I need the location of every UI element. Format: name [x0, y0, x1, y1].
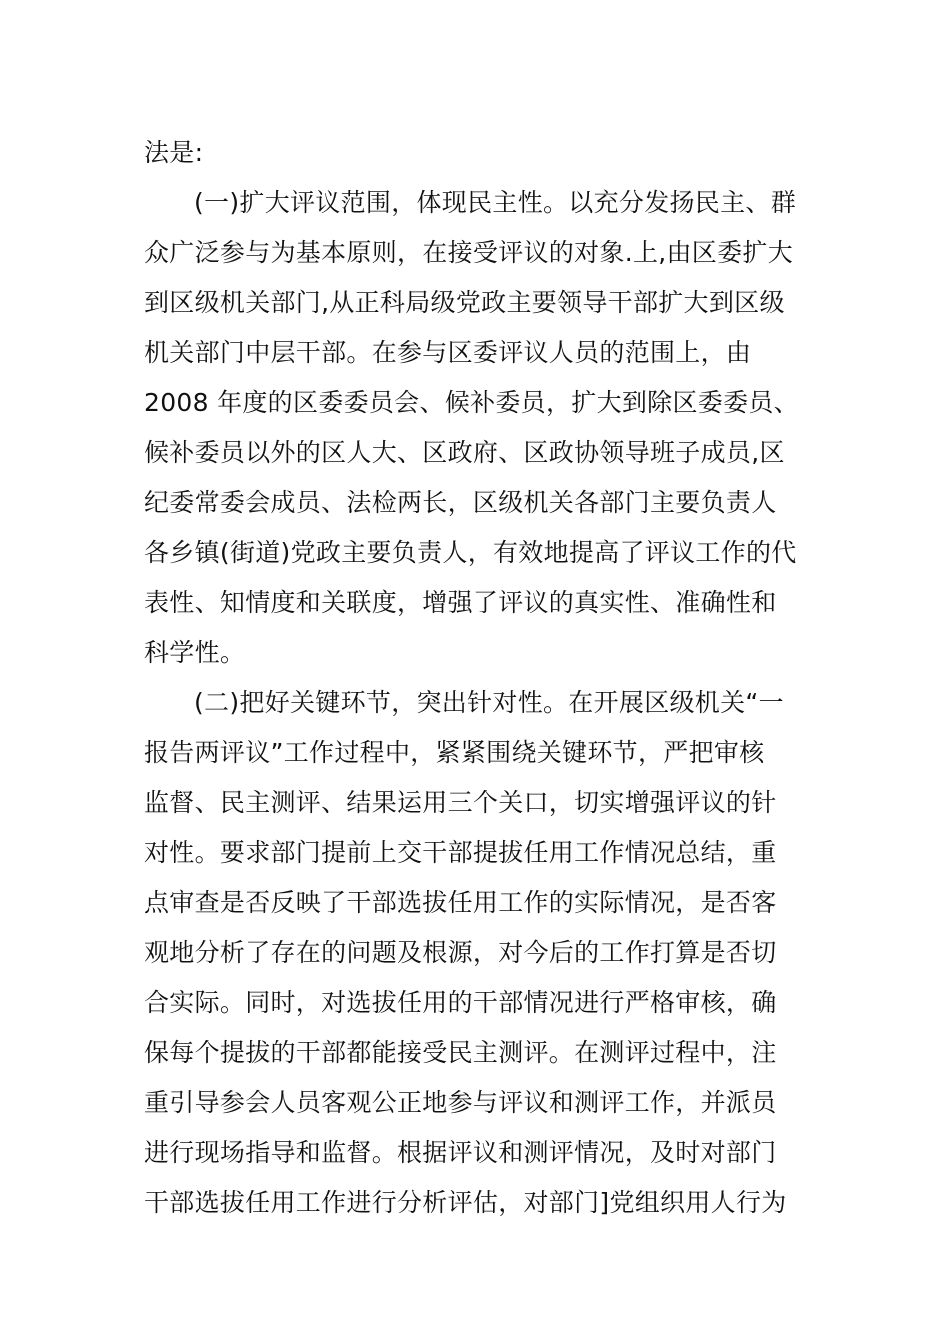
text-line: 监督、民主测评、结果运用三个关口，切实增强评议的针	[144, 788, 777, 817]
text-line: 报告两评议”工作过程中，紧紧围绕关键环节，严把审核	[144, 738, 765, 767]
text-line: 众广泛参与为基本原则，在接受评议的对象.上,由区委扩大	[144, 238, 793, 267]
text-line: 对性。要求部门提前上交干部提拔任用工作情况总结，重	[144, 838, 777, 867]
text-line: (二)把好关键环节，突出针对性。在开展区级机关“一	[194, 688, 784, 717]
text-line: 机关部门中层干部。在参与区委评议人员的范围上，由	[144, 338, 752, 367]
text-line: 进行现场指导和监督。根据评议和测评情况，及时对部门	[144, 1138, 777, 1167]
text-line: 合实际。同时，对选拔任用的干部情况进行严格审核，确	[144, 988, 777, 1017]
text-line: 法是:	[144, 138, 204, 167]
text-line: 点审查是否反映了干部选拔任用工作的实际情况，是否客	[144, 888, 777, 917]
body-text	[144, 128, 814, 1228]
text-line: (一)扩大评议范围，体现民主性。以充分发扬民主、群	[194, 188, 797, 217]
text-line: 重引导参会人员客观公正地参与评议和测评工作，并派员	[144, 1088, 777, 1117]
text-line: 保每个提拔的干部都能接受民主测评。在测评过程中，注	[144, 1038, 777, 1067]
text-line: 表性、知情度和关联度，增强了评议的真实性、准确性和	[144, 588, 777, 617]
text-line: 观地分析了存在的问题及根源，对今后的工作打算是否切	[144, 938, 777, 967]
text-line: 干部选拔任用工作进行分析评估，对部门]党组织用人行为	[144, 1188, 787, 1217]
text-line: 2008 年度的区委委员会、候补委员，扩大到除区委委员、	[144, 388, 799, 417]
text-line: 各乡镇(街道)党政主要负责人，有效地提高了评议工作的代	[144, 538, 797, 567]
text-line: 科学性。	[144, 638, 246, 667]
text-line: 到区级机关部门,从正科局级党政主要领导干部扩大到区级	[144, 288, 785, 317]
text-line: 纪委常委会成员、法检两长，区级机关各部门主要负责人	[144, 488, 777, 517]
text-line: 候补委员以外的区人大、区政府、区政协领导班子成员,区	[144, 438, 785, 467]
